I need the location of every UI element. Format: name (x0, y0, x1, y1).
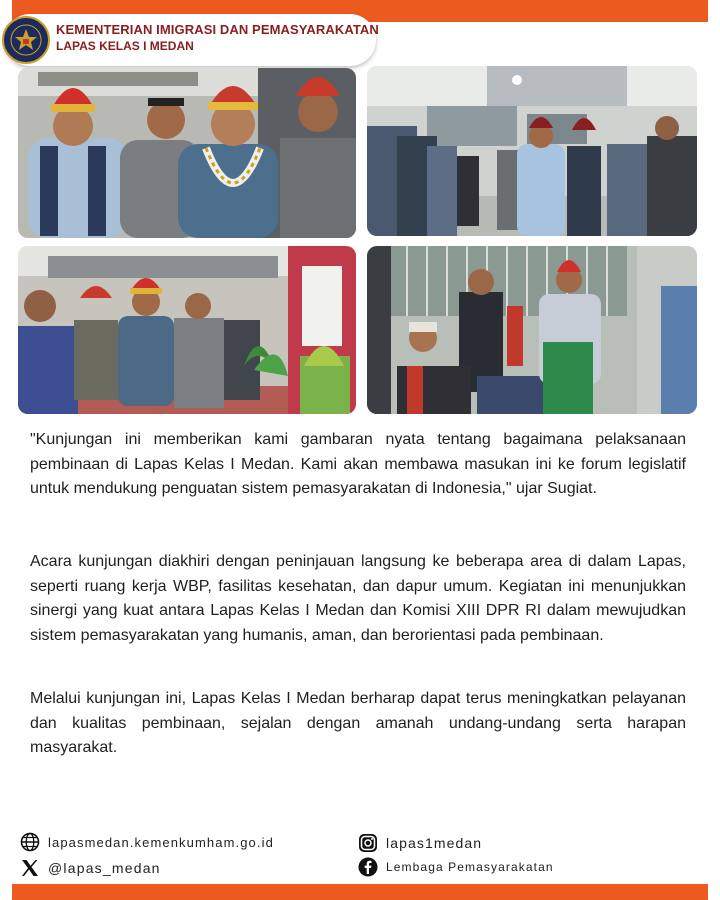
globe-icon (20, 832, 40, 852)
facebook-icon (358, 857, 378, 877)
article-paragraph-closing-visit: Acara kunjungan diakhiri dengan peninjauan langsung ke beberapa area di dalam Lapas, seperti ruang kerja WBP, fasilitas kesehatan, dan dapur umum. Kegiatan ini menunjukkan sinergi yang kuat antara Lapas Kelas I Medan dan Komisi XIII DPR RI dalam mewujudkan sistem pemasyarakatan yang humanis, aman, dan berorientasi pada pembinaan. (30, 553, 686, 644)
footer-website[interactable] (20, 832, 274, 852)
ministry-emblem-icon (2, 16, 50, 64)
top-bar-right-edge (708, 0, 720, 22)
footer-facebook-name: Lembaga Pemasyarakatan (386, 860, 554, 874)
header-subtitle: LAPAS KELAS I MEDAN (56, 39, 194, 53)
bottom-accent-bar (12, 884, 708, 900)
article-paragraph-quote: "Kunjungan ini memberikan kami gambaran nyata tentang bagaimana pelaksanaan pembinaan di Lapas Kelas I Medan. Kami akan membawa masukan ini ke forum legislatif untuk mendukung penguatan sistem pemasyarakatan di Indonesia," ujar Sugiat. (30, 431, 686, 497)
photo-welcome-ceremony (18, 68, 356, 238)
instagram-icon (358, 833, 378, 853)
footer-instagram-account[interactable] (358, 833, 482, 853)
footer-x-handle: @lapas_medan (48, 860, 161, 876)
footer-website-text: lapasmedan.kemenkumham.go.id (48, 834, 274, 850)
footer-facebook-page[interactable] (358, 857, 554, 877)
footer-instagram-handle: lapas1medan (386, 835, 483, 851)
top-bar-left-edge (0, 0, 12, 22)
photo-courtyard-walk (18, 246, 356, 414)
article-paragraph-hope: Melalui kunjungan ini, Lapas Kelas I Medan berharap dapat terus meningkatkan pelayanan dan kualitas pembinaan, sejalan dengan amanah undang-undang serta harapan masyarakat. (30, 690, 686, 756)
header-title: KEMENTERIAN IMIGRASI DAN PEMASYARAKATAN (56, 22, 379, 37)
x-logo-icon (20, 858, 40, 878)
photo-workshop-visit (367, 246, 697, 414)
footer-x-account[interactable] (20, 858, 161, 878)
photo-corridor-visit (367, 66, 697, 236)
